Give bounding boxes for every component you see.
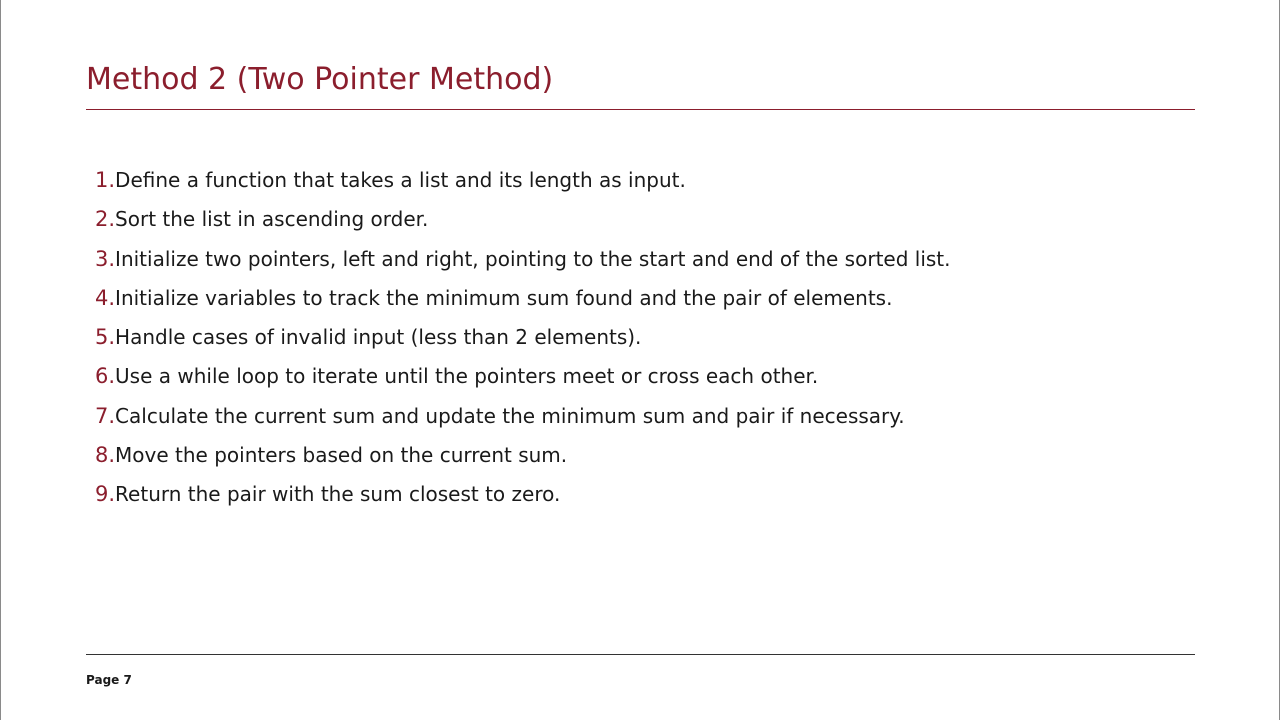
- step-text: Initialize variables to track the minimum sum found and the pair of elements.: [115, 285, 893, 310]
- step-item: [95, 240, 951, 279]
- step-item: [95, 200, 951, 239]
- step-number: 5.: [95, 325, 116, 350]
- footer-divider: [86, 654, 1195, 655]
- slide-title: Method 2 (Two Pointer Method): [86, 62, 554, 97]
- step-text: Move the pointers based on the current sum.: [115, 443, 568, 468]
- step-text: Define a function that takes a list and its length as input.: [115, 168, 686, 192]
- step-item: [95, 357, 951, 396]
- step-text: Calculate the current sum and update the minimum sum and pair if necessary.: [115, 403, 905, 428]
- step-number: 4.: [95, 285, 116, 310]
- step-item: [95, 475, 951, 514]
- step-number: 7.: [95, 403, 116, 428]
- step-text: Use a while loop to iterate until the pointers meet or cross each other.: [115, 364, 819, 389]
- step-item: [95, 161, 951, 200]
- step-item: [95, 279, 951, 318]
- step-text: Sort the list in ascending order.: [115, 207, 429, 232]
- step-item: [95, 436, 951, 475]
- step-item: [95, 397, 951, 436]
- step-text: Initialize two pointers, left and right, pointing to the start and end of the sorted list.: [115, 246, 951, 271]
- page-number: Page 7: [86, 673, 132, 687]
- step-number: 9.: [95, 482, 116, 507]
- step-number: 3.: [95, 246, 116, 271]
- step-text: Return the pair with the sum closest to zero.: [115, 482, 561, 507]
- step-number: 6.: [95, 364, 116, 389]
- title-divider: [86, 109, 1195, 110]
- step-text: Handle cases of invalid input (less than 2 elements).: [115, 325, 642, 350]
- steps-list: [95, 161, 951, 515]
- step-number: 8.: [95, 443, 116, 468]
- step-item: [95, 318, 951, 357]
- step-number: 2.: [95, 207, 116, 232]
- step-number: 1.: [95, 168, 116, 192]
